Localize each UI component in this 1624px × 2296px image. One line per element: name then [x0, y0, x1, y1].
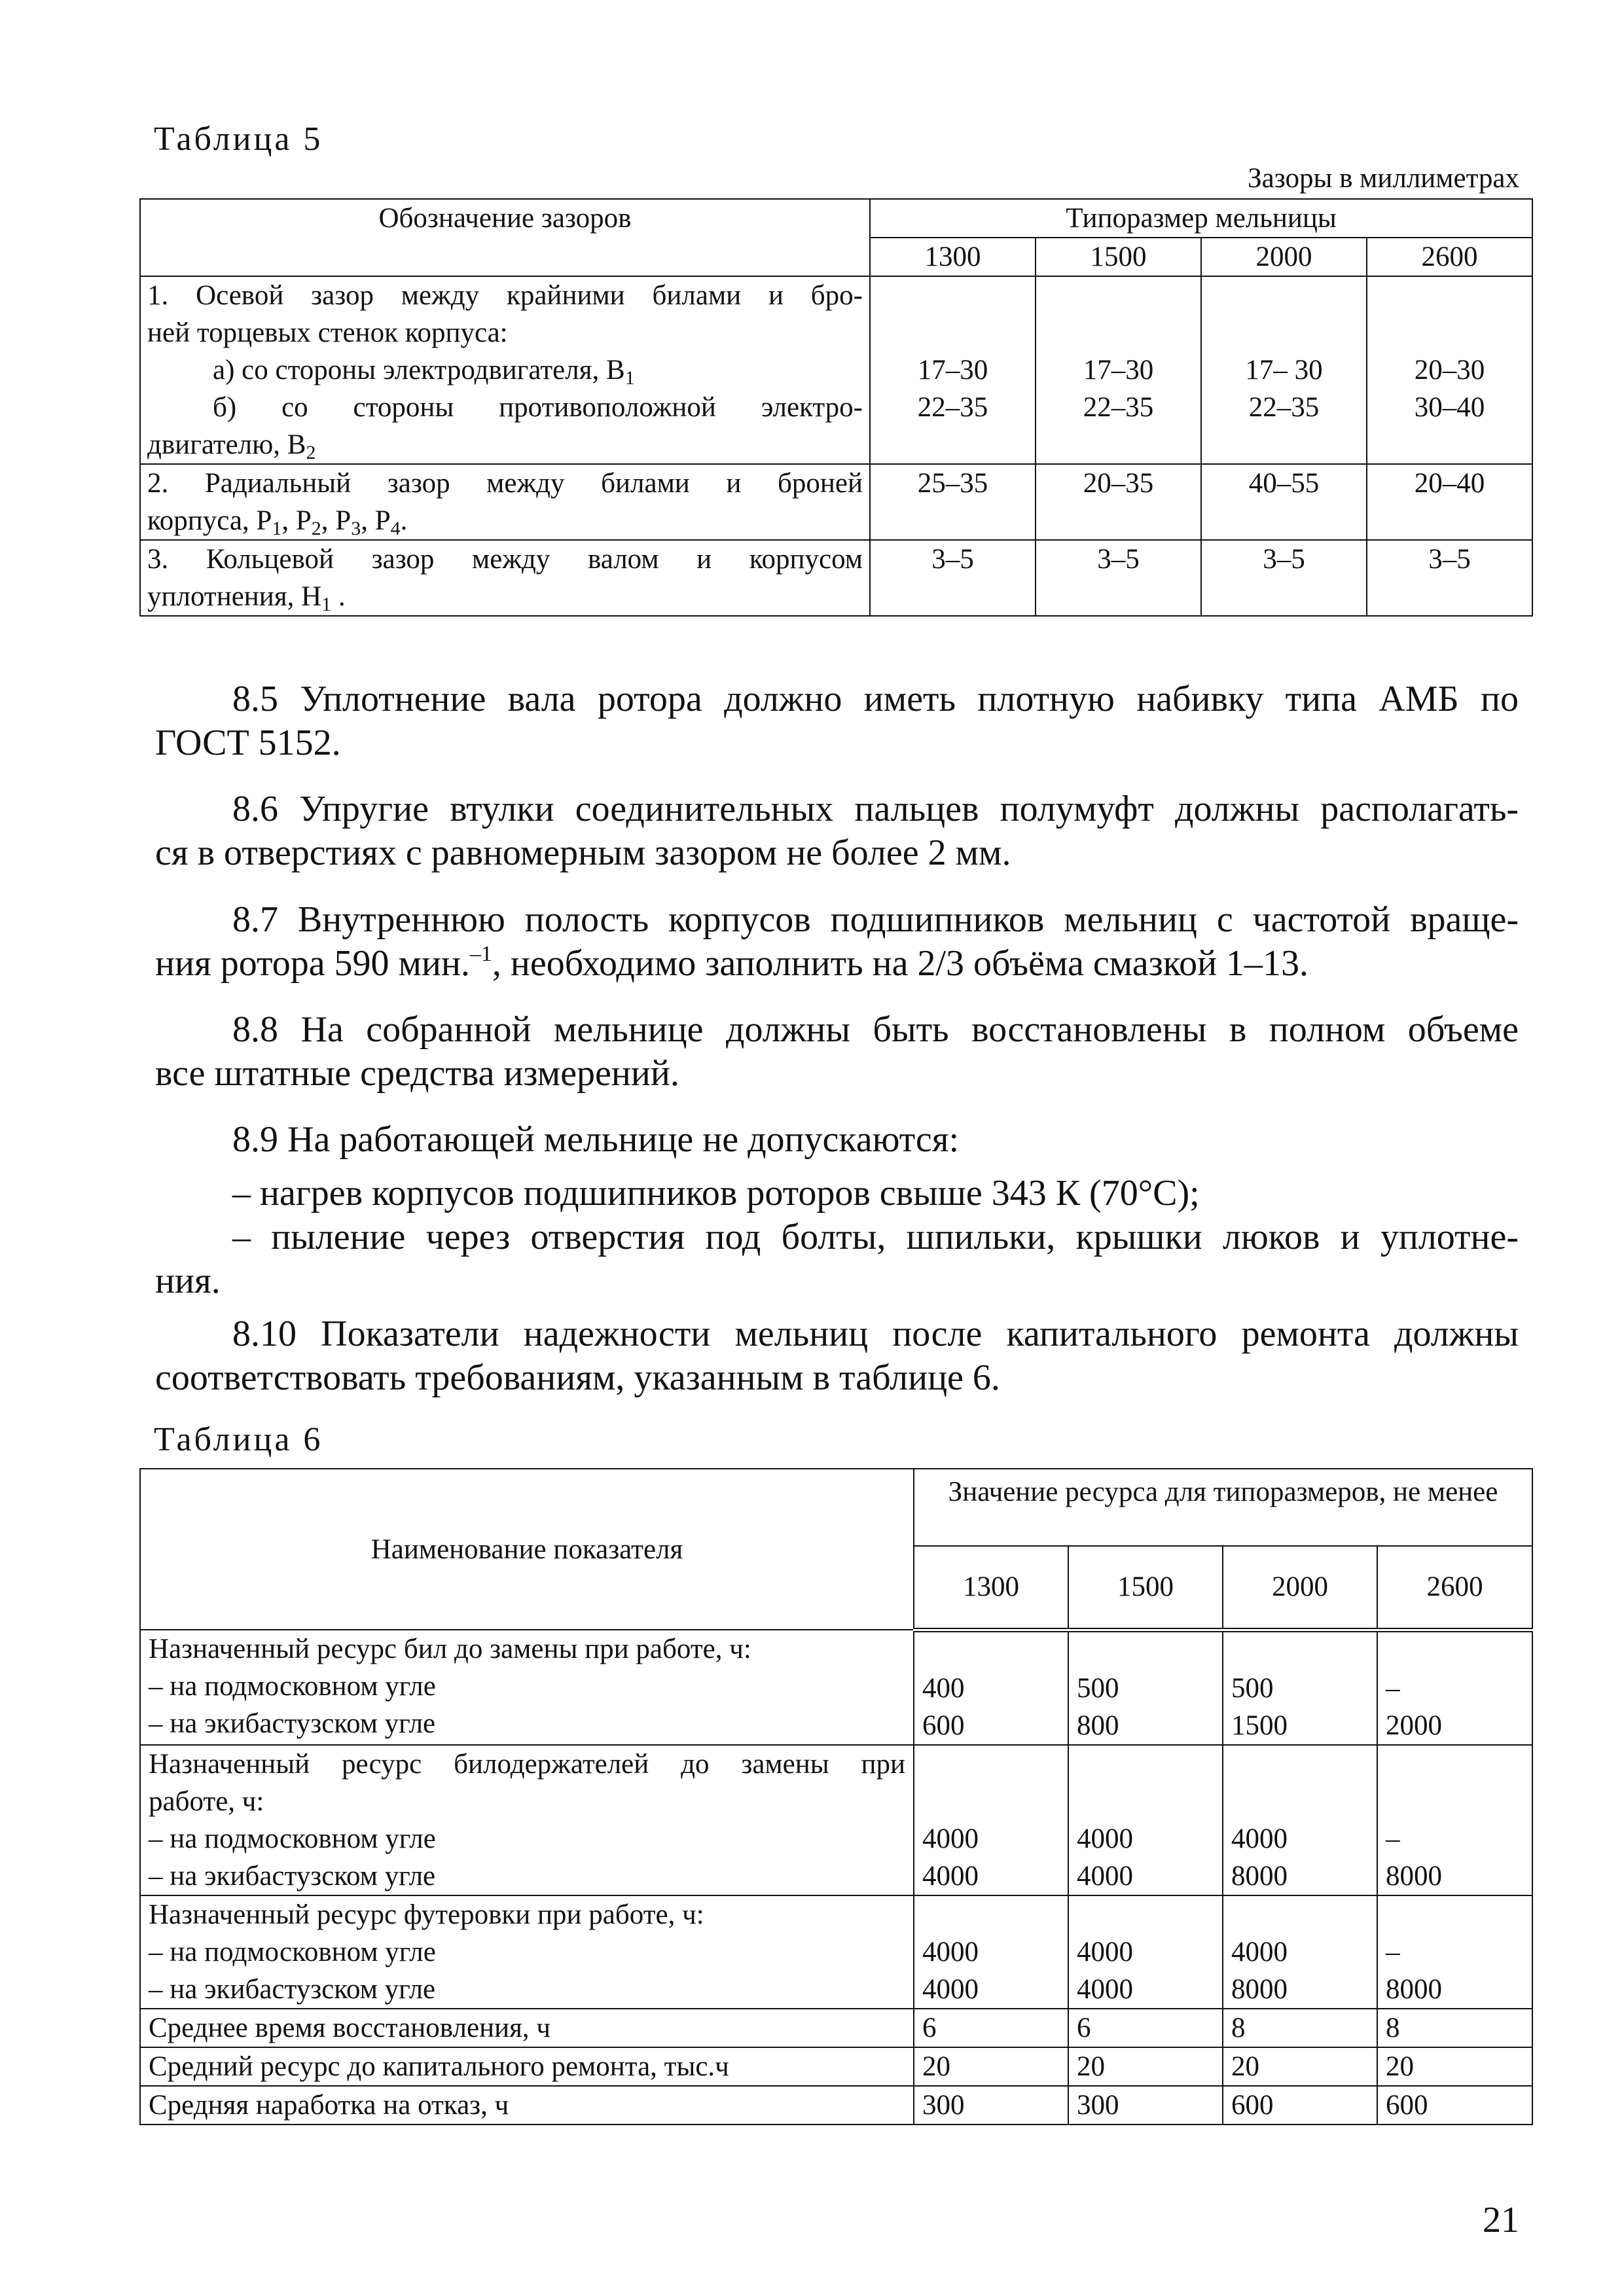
- paragraph-8-5: 8.5 Уплотнение вала ротора должно иметь плотную набивку типа АМБ по ГОСТ 5152.: [155, 679, 1519, 763]
- table-row: [140, 2009, 1532, 2047]
- table-cell: 4000 4000: [914, 1745, 1068, 1895]
- table5-row2-label: 2. Радиальный зазор между билами и броней корпуса, $Р_1$, $Р_2$, $Р_3$, $Р_4$.: [140, 464, 870, 540]
- table-row: [140, 540, 1532, 616]
- table-cell: 3–5: [870, 540, 1036, 616]
- table-cell: – 2000: [1377, 1630, 1532, 1745]
- table-cell: 3–5: [1201, 540, 1367, 616]
- table5-size-header: 1300: [870, 238, 1036, 276]
- table-cell: 6: [1068, 2009, 1223, 2047]
- table-cell: 20–30 30–40: [1367, 276, 1532, 464]
- table5-size-header: 2000: [1201, 238, 1367, 276]
- paragraph-8-8: 8.8 На собранной мельнице должны быть восстановлены в полном объеме все штатные средства измерений.: [155, 1009, 1519, 1094]
- table-cell: 600: [1377, 2086, 1532, 2125]
- table-cell: 8: [1223, 2009, 1377, 2047]
- table-row: [140, 1745, 1532, 1895]
- table6-row-label: Среднее время восстановления, ч: [140, 2009, 914, 2047]
- table-cell: 3–5: [1367, 540, 1532, 616]
- table-cell: – 8000: [1377, 1745, 1532, 1895]
- table-cell: 500 1500: [1223, 1630, 1377, 1745]
- table-row: [140, 464, 1532, 540]
- table-cell: 17–30 22–35: [870, 276, 1036, 464]
- table-cell: 3–5: [1036, 540, 1201, 616]
- table-cell: – 8000: [1377, 1895, 1532, 2009]
- table6: [139, 1468, 1533, 2125]
- table-cell: 4000 8000: [1223, 1895, 1377, 2009]
- table-row: [140, 1630, 1532, 1745]
- table5-row1-label: 1. Осевой зазор между крайними билами и бро- ней торцевых стенок корпуса: а) со стороны электродвигателя, $В_1$ б) со стороны противоположной электро- двигателю, $В_2$: [140, 276, 870, 464]
- table5-row3-label: 3. Кольцевой зазор между валом и корпусом уплотнения, $Н_1$ .: [140, 540, 870, 616]
- table-row: [140, 276, 1532, 464]
- table-cell: 500 800: [1068, 1630, 1223, 1745]
- table6-row-label: Назначенный ресурс футеровки при работе, ч: – на подмосковном угле – на экибастузском угле: [140, 1895, 914, 2009]
- table6-row-label: Средний ресурс до капитального ремонта, тыс.ч: [140, 2047, 914, 2086]
- table-row: [140, 1895, 1532, 2009]
- table5-col-header: Обозначение зазоров: [140, 199, 870, 276]
- table6-size-header: 2000: [1223, 1546, 1377, 1630]
- table-cell: 4000 8000: [1223, 1745, 1377, 1895]
- table-row: [140, 2047, 1532, 2086]
- table-cell: 17– 30 22–35: [1201, 276, 1367, 464]
- paragraph-8-6: 8.6 Упругие втулки соединительных пальцев полумуфт должны располагать- ся в отверстиях с равномерным зазором не более 2 мм.: [155, 789, 1519, 873]
- table6-size-header: 1300: [914, 1546, 1068, 1630]
- table5-group-header: Типоразмер мельницы: [870, 199, 1532, 238]
- table6-caption: Таблица 6: [154, 1421, 323, 1458]
- table-cell: 40–55: [1201, 464, 1367, 540]
- table-cell: 600: [1223, 2086, 1377, 2125]
- table-cell: 8: [1377, 2009, 1532, 2047]
- table6-row-label: Назначенный ресурс бил до замены при работе, ч: – на подмосковном угле – на экибастузском угле: [140, 1630, 914, 1745]
- table-cell: 20: [1377, 2047, 1532, 2086]
- table-cell: 300: [914, 2086, 1068, 2125]
- paragraph-8-10: 8.10 Показатели надежности мельниц после капитального ремонта должны соответствовать требованиям, указанным в таблице 6.: [155, 1314, 1519, 1398]
- paragraph-8-9: 8.9 На работающей мельнице не допускаются:: [232, 1119, 960, 1160]
- table-cell: 17–30 22–35: [1036, 276, 1201, 464]
- table5: [139, 198, 1533, 617]
- table6-row-label: Назначенный ресурс билодержателей до замены при работе, ч: – на подмосковном угле – на экибастузском угле: [140, 1745, 914, 1895]
- table6-row-label: Средняя наработка на отказ, ч: [140, 2086, 914, 2125]
- paragraph-8-7: 8.7 Внутреннюю полость корпусов подшипников мельниц с частотой враще- ния ротора 590 мин.$^{-1}$, необходимо заполнить на 2/3 объёма смазкой 1–13.: [155, 899, 1519, 984]
- table-cell: 20: [914, 2047, 1068, 2086]
- bullet-list: – нагрев корпусов подшипников роторов свыше 343 К (70°С); – пыление через отверстия под болты, шпильки, крышки люков и уплотне- ния.: [155, 1173, 1519, 1301]
- table-cell: 20: [1068, 2047, 1223, 2086]
- table-cell: 25–35: [870, 464, 1036, 540]
- table-cell: 20–40: [1367, 464, 1532, 540]
- table5-caption: Таблица 5: [154, 120, 323, 158]
- table-cell: 4000 4000: [1068, 1745, 1223, 1895]
- table6-group-header: Значение ресурса для типоразмеров, не менее: [914, 1469, 1532, 1546]
- table-cell: 20: [1223, 2047, 1377, 2086]
- table-cell: 4000 4000: [914, 1895, 1068, 2009]
- table6-size-header: 1500: [1068, 1546, 1223, 1630]
- table-cell: 300: [1068, 2086, 1223, 2125]
- list-item: – пыление через отверстия под болты, шпильки, крышки люков и уплотне-: [232, 1217, 1519, 1257]
- table-cell: 20–35: [1036, 464, 1201, 540]
- list-item: – нагрев корпусов подшипников роторов свыше 343 К (70°С);: [232, 1173, 1200, 1213]
- table-row: [140, 2086, 1532, 2125]
- table-cell: 4000 4000: [1068, 1895, 1223, 2009]
- table5-size-header: 1500: [1036, 238, 1201, 276]
- table-cell: 400 600: [914, 1630, 1068, 1745]
- table6-col-header: Наименование показателя: [140, 1469, 914, 1630]
- table5-units: Зазоры в миллиметрах: [1248, 163, 1519, 194]
- table5-size-header: 2600: [1367, 238, 1532, 276]
- table-cell: 6: [914, 2009, 1068, 2047]
- table6-size-header: 2600: [1377, 1546, 1532, 1630]
- page-number: 21: [1483, 2200, 1519, 2240]
